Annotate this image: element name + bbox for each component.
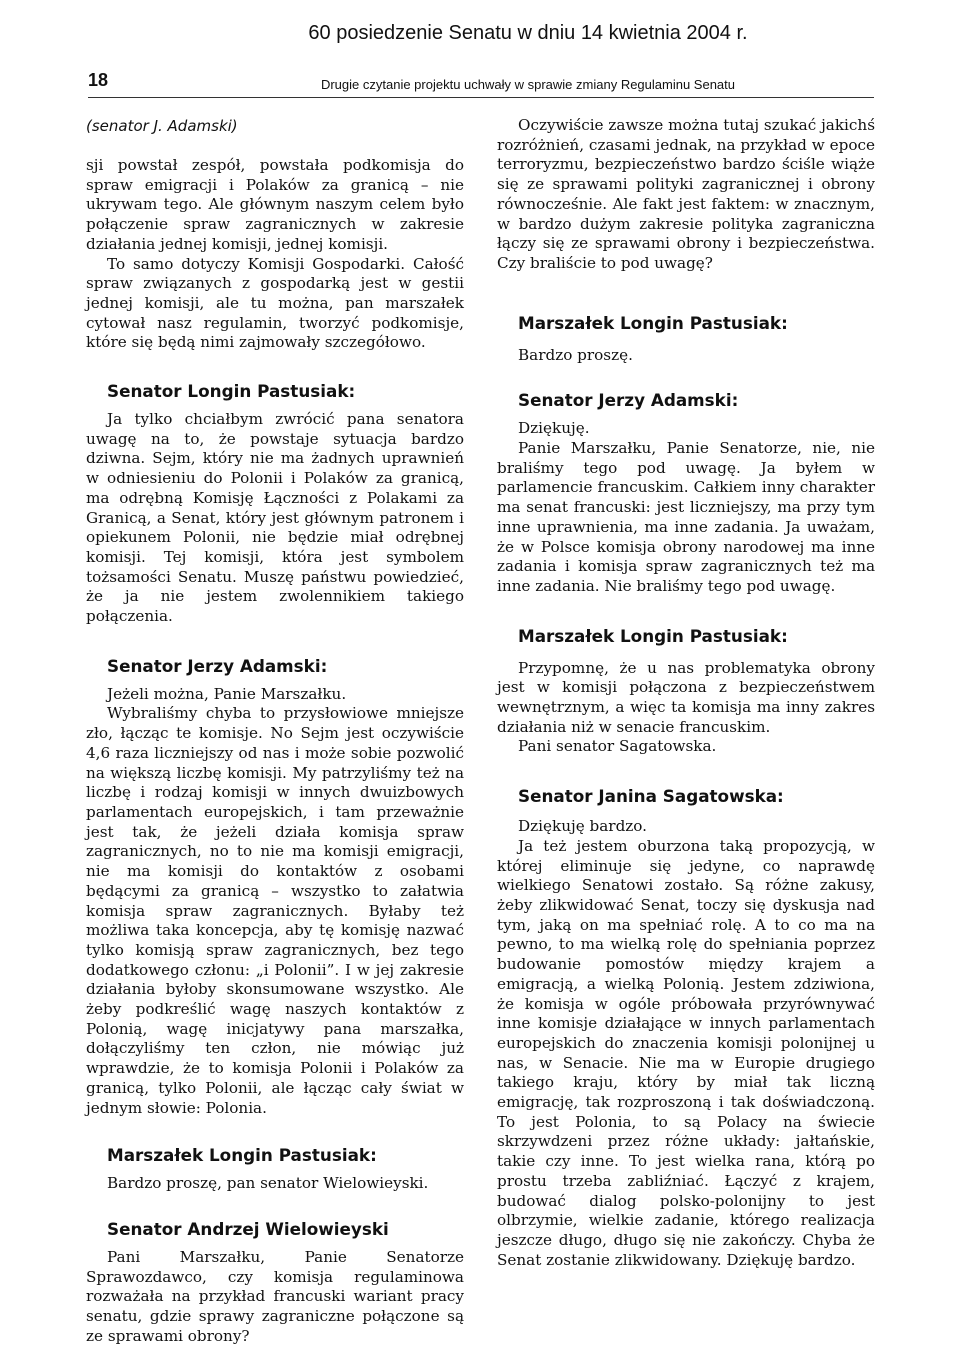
paragraph: To samo dotyczy Komisji Gospodarki. Całość spraw związanych z gospodarką jest w gestii jednej komisji, ale tu można, pan marszałek cytował nasz regulamin, tworzyć podkomisje, które się będą nimi zajmowały szczegółowo. <box>86 254 464 352</box>
paragraph: Bardzo proszę, pan senator Wielowieyski. <box>107 1174 429 1193</box>
paragraph: Jeżeli można, Panie Marszałku. <box>107 684 347 703</box>
header-subtitle: Drugie czytanie projektu uchwały w sprawie zmiany Regulaminu Senatu <box>320 77 736 92</box>
speaker-heading: Senator Jerzy Adamski: <box>518 390 739 411</box>
right-column <box>497 116 875 1270</box>
paragraph: Ja też jestem oburzona taką propozycją, w której eliminuje się jedyne, co naprawdę wielkiego Senatowi zostało. Są różne zakusy, żeby zlikwidować Senat, toczy się dyskusja nad tym, jaką on ma spełniać rolę. A to co ma na pewno, to ma wielką rolę do spełniania poprzez budowanie pomostów między krajem a emigracją, a wielką Polonią. Jestem zdziwiona, że komisja w ogóle próbowała przyrównywać inne komisje działające w innych parlamentach europejskich do znaczenia komisji polonijnej u nas, w Senacie. Nie ma w Europie drugiego takiego kraju, który by miał tak liczną emigrację, tak rozproszoną i tak doświadczoną. To jest Polonia, to są Polacy na świecie skrzywdzeni przez różne układy: jałtańskie, takie czy inne. To jest wielka rana, którą po prostu trzeba zabliźniać. Łączyć z krajem, budować dialog polsko-polonijny to jest olbrzymie, wielkie zadanie, którego realizacja jeszcze długo, długo się nie zakończy. Chyba że Senat zostanie zlikwidowany. Dziękuję bardzo. <box>497 836 875 1269</box>
speaker-heading: Marszałek Longin Pastusiak: <box>107 1145 377 1166</box>
speaker-heading: Marszałek Longin Pastusiak: <box>518 312 788 333</box>
paragraph: Ja tylko chciałbym zwrócić pana senatora uwagę na to, że powstaje sytuacja bardzo dziwna. Sejm, który nie ma żadnych uprawnień w odniesieniu do Polonii i Polaków za granicą, ma odrębną Komisję Łączności z Polakami za Granicą, a Senat, który jest głównym patronem i opiekunem Polonii, nie będzie miał odrębnej komisji. Tej komisji, która jest symbolem tożsamości Senatu. Muszę państwu powiedzieć, że ja nie jestem zwolennikiem takiego połączenia. <box>86 410 464 626</box>
paragraph: Bardzo proszę. <box>518 345 633 364</box>
paragraph: Wybraliśmy chyba to przysłowiowe mniejsze zło, łącząc te komisje. No Sejm jest oczywiście 4,6 raza liczniejszy od nas i może sobie pozwolić na większą liczbę komisji. My patrzyliśmy też na liczbę i rodzaj komisji w innych dwuizbowych parlamentach europejskich, i tam przeważnie jest tak, że jeżeli działa komisja spraw zagranicznych, no to nie ma komisji emigracji, nie ma komisji do kontaktów z osobami będącymi za granicą – wszystko to załatwia komisja spraw zagranicznych. Byłaby też możliwa taka koncepcja, aby tę komisję nazwać tylko komisją spraw zagranicznych, bez tego dodatkowego członu: „i Polonii”. I w jej zakresie działania byłoby skonsumowane wszystko. Ale żeby podkreślić wagę naszych kontaktów z Polonią, wagę inicjatywy pana marszałka, dołączyliśmy ten człon, nie mówiąc już wprawdzie, że to komisja Polonii i Polaków za granicą, tylko Polonii, ale łącząc cały świat w jednym słowie: Polonia. <box>86 704 464 1117</box>
paragraph: Panie Marszałku, Panie Senatorze, nie, nie braliśmy tego pod uwagę. Ja byłem w parlamencie francuskim. Całkiem inny charakter ma senat francuski: jest liczniejszy, ma przy tym inne uprawnienia, ma inne zadania. Ja uważam, że w Polsce komisja obrony narodowej ma inne zadania i komisja spraw zagranicznych też ma inne zadania. Nie braliśmy tego pod uwagę. <box>497 439 875 595</box>
paragraph: Przypomnę, że u nas problematyka obrony jest w komisji połączona z bezpieczeństwem wewnętrznym, a więc ta komisja ma inny zakres działania niż w senacie francuskim. <box>497 658 875 736</box>
paragraph: Dziękuję. <box>518 419 590 438</box>
left-column <box>86 116 464 1346</box>
page-number: 18 <box>88 70 109 90</box>
speaker-heading: Senator Andrzej Wielowieyski <box>107 1218 389 1239</box>
header-rule <box>88 97 874 98</box>
paragraph: Pani senator Sagatowska. <box>518 737 717 756</box>
speaker-heading: Marszałek Longin Pastusiak: <box>518 625 788 646</box>
paragraph: Oczywiście zawsze można tutaj szukać jakichś rozróżnień, czasami jednak, na przykład w epoce terroryzmu, bezpieczeństwo bardzo ściśle wiąże się ze sprawami polityki zagranicznej i obrony równocześnie. Ale fakt jest faktem: w znacznym, w bardzo dużym zakresie polityka zagraniczna łączy się ze sprawami obrony i bezpieczeństwa. Czy braliście to pod uwagę? <box>497 116 875 272</box>
speaker-heading: Senator Jerzy Adamski: <box>107 655 328 676</box>
paragraph: sji powstał zespół, powstała podkomisja do spraw emigracji i Polaków za granicą – nie ukrywam tego. Ale głównym naszym celem było połączenie spraw zagranicznych w zakresie działania jednej komisji, jednej komisji. <box>86 156 464 253</box>
paragraph: Dziękuję bardzo. <box>518 817 647 836</box>
speaker-continuation: (senator J. Adamski) <box>86 117 238 135</box>
page-header <box>88 22 874 98</box>
speaker-heading: Senator Janina Sagatowska: <box>518 786 784 807</box>
paragraph: Pani Marszałku, Panie Senatorze Sprawozdawco, czy komisja regulaminowa rozważała na przykład francuski wariant pracy senatu, gdzie sprawy zagraniczne połączone są ze sprawami obrony? <box>86 1247 464 1345</box>
header-title: 60 posiedzenie Senatu w dniu 14 kwietnia 2004 r. <box>308 22 748 44</box>
speaker-heading: Senator Longin Pastusiak: <box>107 381 356 402</box>
